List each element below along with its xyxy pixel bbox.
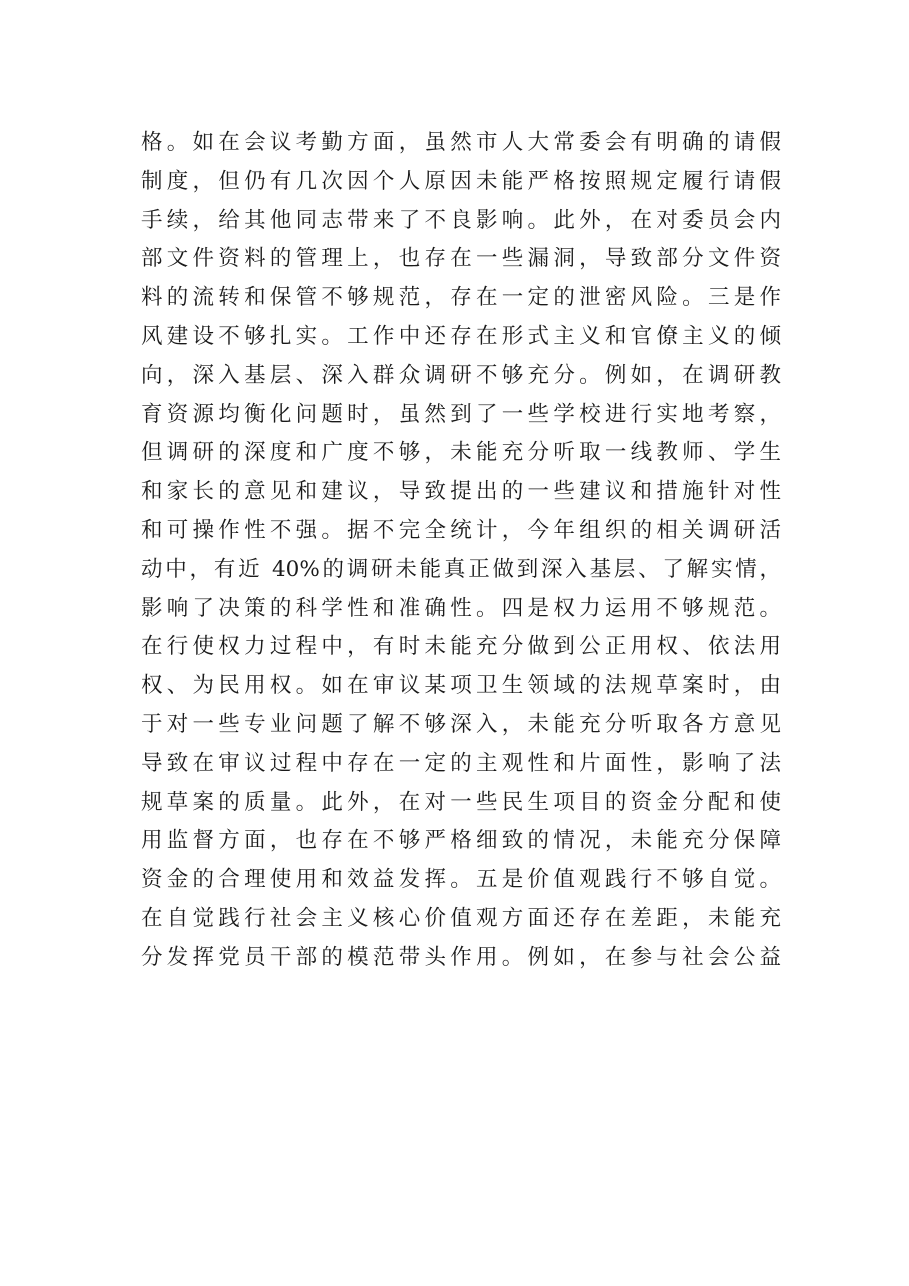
text-line: 格。如在会议考勤方面，虽然市人大常委会有明确的请假 (141, 130, 781, 155)
text-line: 影响了决策的科学性和准确性。四是权力运用不够规范。 (141, 595, 781, 621)
text-line: 但调研的深度和广度不够，未能充分听取一线教师、学生 (141, 440, 781, 466)
text-line: 用监督方面，也存在不够严格细致的情况，未能充分保障 (141, 828, 781, 854)
text-line: 分发挥党员干部的模范带头作用。例如，在参与社会公益 (141, 944, 781, 970)
text-line: 育资源均衡化问题时，虽然到了一些学校进行实地考察， (141, 401, 781, 427)
text-line: 权、为民用权。如在审议某项卫生领域的法规草案时，由 (141, 673, 781, 699)
text-line: 向，深入基层、深入群众调研不够充分。例如，在调研教 (141, 362, 781, 388)
text-line: 导致在审议过程中存在一定的主观性和片面性，影响了法 (141, 750, 781, 776)
text-line: 规草案的质量。此外，在对一些民生项目的资金分配和使 (141, 789, 781, 815)
text-line: 部文件资料的管理上，也存在一些漏洞，导致部分文件资 (141, 246, 781, 272)
text-line: 制度，但仍有几次因个人原因未能严格按照规定履行请假 (141, 168, 781, 194)
text-line: 和家长的意见和建议，导致提出的一些建议和措施针对性 (141, 479, 781, 505)
text-line: 料的流转和保管不够规范，存在一定的泄密风险。三是作 (141, 285, 781, 311)
body-text (141, 124, 781, 978)
text-line: 于对一些专业问题了解不够深入，未能充分听取各方意见 (141, 711, 781, 737)
text-line: 手续，给其他同志带来了不良影响。此外，在对委员会内 (141, 207, 781, 233)
text-line: 风建设不够扎实。工作中还存在形式主义和官僚主义的倾 (141, 323, 781, 349)
text-line: 在自觉践行社会主义核心价值观方面还存在差距，未能充 (141, 905, 781, 931)
text-line: 在行使权力过程中，有时未能充分做到公正用权、依法用 (141, 634, 781, 660)
text-line: 动中，有近 40%的调研未能真正做到深入基层、了解实情， (141, 556, 781, 582)
text-line: 和可操作性不强。据不完全统计，今年组织的相关调研活 (141, 517, 781, 543)
text-line: 资金的合理使用和效益发挥。五是价值观践行不够自觉。 (141, 867, 781, 893)
